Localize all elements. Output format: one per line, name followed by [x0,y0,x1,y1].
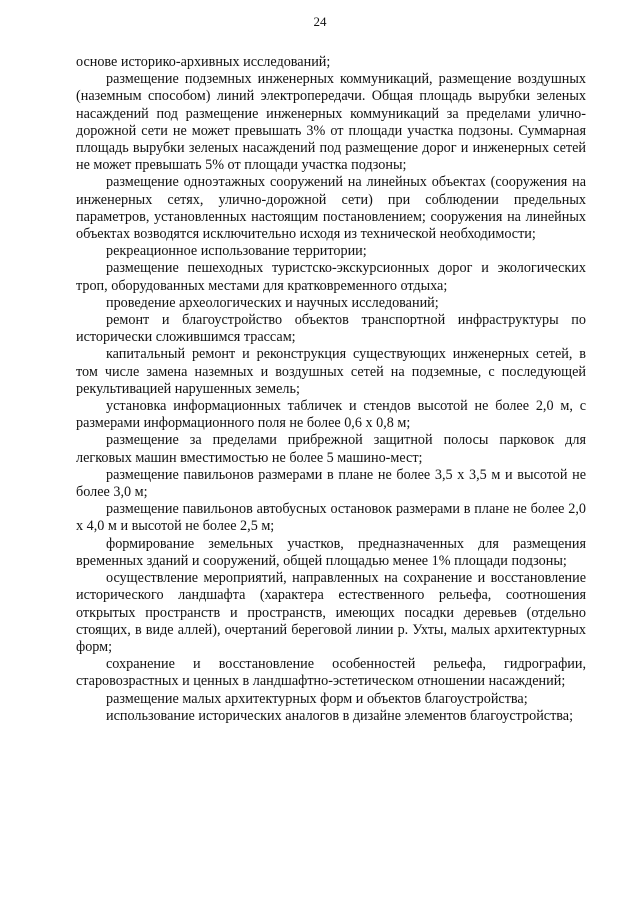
paragraph: размещение малых архитектурных форм и объектов благоустройства; [106,690,528,707]
paragraph: осуществление мероприятий, направленных на сохранение и восстановление исторического ландшафта (характера естественного рельефа, соотношения открытых пространств и пространств, имеющих посадки деревьев (отдельно стоящих, в виде аллей), очертаний береговой линии р. Ухты, малых архитектурных форм; [76,570,586,655]
page-number: 24 [313,14,327,29]
paragraph: размещение пешеходных туристско-экскурсионных дорог и экологических троп, оборудованных местами для кратковременного отдыха; [76,260,586,294]
paragraph: размещение одноэтажных сооружений на линейных объектах (сооружения на инженерных сетях, улично-дорожной сети) при соблюдении предельных параметров, установленных настоящим постановлением; сооружения на линейных объектах возводятся исключительно исходя из технической необходимости; [76,174,586,243]
paragraph: ремонт и благоустройство объектов транспортной инфраструктуры по исторически сложившимся трассам; [76,312,586,346]
paragraph: размещение за пределами прибрежной защитной полосы парковок для легковых машин вместимостью не более 5 машино-мест; [76,432,586,466]
paragraph: использование исторических аналогов в дизайне элементов благоустройства; [106,707,574,724]
paragraph: размещение павильонов размерами в плане не более 3,5 х 3,5 м и высотой не более 3,0 м; [76,466,586,501]
paragraph: капитальный ремонт и реконструкция существующих инженерных сетей, в том числе замена наземных и воздушных сетей на подземные, с последующей рекультивацией нарушенных земель; [76,346,586,397]
paragraph: проведение археологических и научных исследований; [106,294,439,311]
paragraph: сохранение и восстановление особенностей рельефа, гидрографии, старовозрастных и ценных в ландшафтно-эстетическом отношении насаждений; [76,656,586,690]
paragraph: основе историко-архивных исследований; [76,54,331,70]
paragraph: рекреационное использование территории; [106,243,367,260]
paragraph: установка информационных табличек и стендов высотой не более 2,0 м, с размерами информационного поля не более 0,6 х 0,8 м; [76,398,586,432]
document-body [76,54,586,725]
paragraph: формирование земельных участков, предназначенных для размещения временных зданий и сооружений, общей площадью менее 1% площади подзоны; [76,535,586,569]
paragraph: размещение подземных инженерных коммуникаций, размещение воздушных (наземным способом) линий электропередачи. Общая площадь вырубки зеленых насаждений под размещение инженерных коммуникаций за пределами улично-дорожной сети не может превышать 3% от площади участка подзоны. Суммарная площадь вырубки зеленых насаждений под размещение дорог и инженерных сетей не может превышать 5% от площади участка подзоны; [76,71,586,174]
paragraph: размещение павильонов автобусных остановок размерами в плане не более 2,0 х 4,0 м и высотой не более 2,5 м; [76,501,586,535]
